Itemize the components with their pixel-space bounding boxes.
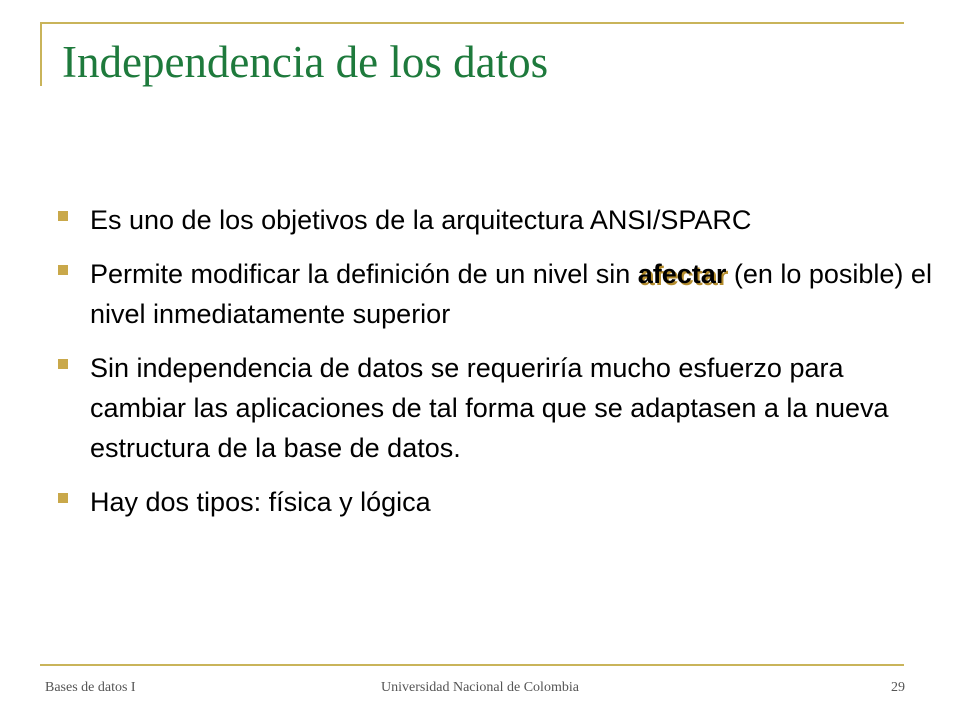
square-bullet-icon: [58, 211, 68, 221]
bullet-text: Sin independencia de datos se requeriría mucho esfuerzo para cambiar las aplicaciones de tal forma que se adaptasen a la nueva estructura de la base de datos.: [90, 353, 889, 463]
square-bullet-icon: [58, 493, 68, 503]
page-number: 29: [891, 680, 905, 695]
bullet-item: [58, 200, 938, 240]
bullet-item: [58, 254, 938, 334]
bullet-text: Hay dos tipos: física y lógica: [90, 487, 431, 517]
bullet-text: Es uno de los objetivos de la arquitectura ANSI/SPARC: [90, 205, 752, 235]
bullet-text: Permite modificar la definición de un nivel sin: [90, 259, 638, 289]
bullet-list: [58, 200, 938, 536]
footer-course: Bases de datos I: [45, 680, 136, 695]
footer-institution: Universidad Nacional de Colombia: [381, 680, 579, 695]
square-bullet-icon: [58, 359, 68, 369]
bullet-item: [58, 482, 938, 522]
slide-title: Independencia de los datos: [62, 37, 549, 87]
bullet-text: (en lo posible) el nivel inmediatamente superior: [90, 259, 932, 329]
left-border-line: [40, 22, 42, 86]
bullet-item: [58, 348, 938, 468]
top-border-line: [40, 22, 904, 24]
highlighted-word: afectar: [637, 259, 727, 289]
square-bullet-icon: [58, 265, 68, 275]
bottom-border-line: [40, 664, 904, 666]
